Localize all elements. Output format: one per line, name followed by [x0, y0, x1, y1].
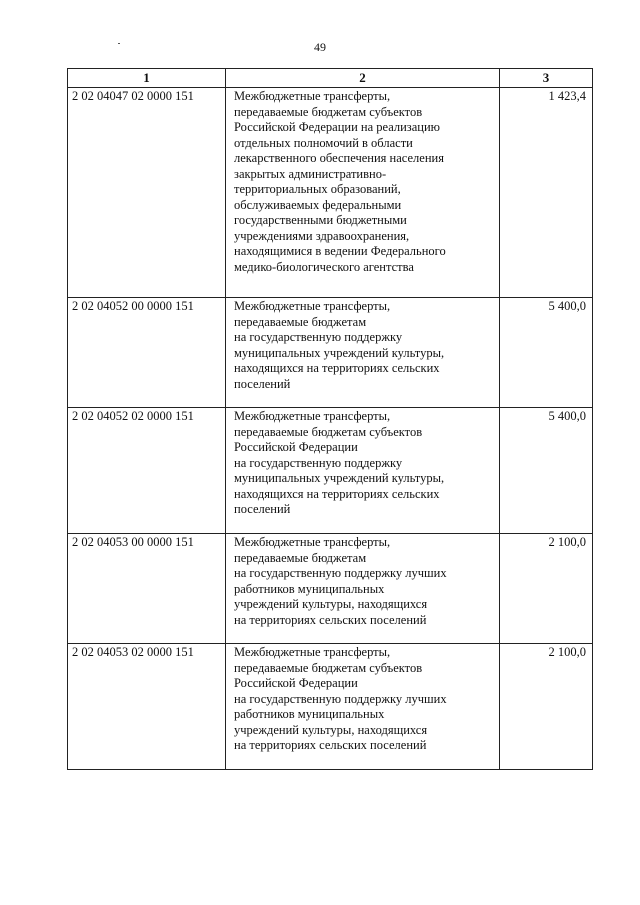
column-header-amount: 3	[500, 69, 593, 88]
budget-code: 2 02 04052 02 0000 151	[68, 408, 226, 534]
amount: 2 100,0	[500, 644, 593, 770]
budget-code: 2 02 04053 02 0000 151	[68, 644, 226, 770]
scan-speck	[118, 43, 120, 44]
table-row	[68, 534, 593, 644]
page-number: 49	[314, 40, 326, 54]
table-row	[68, 408, 593, 534]
transfer-description: Межбюджетные трансферты, передаваемые бюджетам субъектов Российской Федерации на государственную поддержку лучших работников муниципальных учреждений культуры, находящихся на территориях сельских поселений	[226, 644, 500, 770]
amount: 5 400,0	[500, 298, 593, 408]
budget-code: 2 02 04053 00 0000 151	[68, 534, 226, 644]
transfer-description: Межбюджетные трансферты, передаваемые бюджетам субъектов Российской Федерации на реализацию отдельных полномочий в области лекарственного обеспечения населения закрытых административно- территориальных образований, обслуживаемых федеральными государственными бюджетными учреждениями здравоохранения, находящимися в ведении Федерального медико-биологического агентства	[226, 88, 500, 298]
table-row	[68, 298, 593, 408]
table-header-row	[68, 69, 593, 88]
transfer-description: Межбюджетные трансферты, передаваемые бюджетам на государственную поддержку муниципальных учреждений культуры, находящихся на территориях сельских поселений	[226, 298, 500, 408]
amount: 1 423,4	[500, 88, 593, 298]
table-row	[68, 88, 593, 298]
budget-table	[67, 68, 593, 770]
transfer-description: Межбюджетные трансферты, передаваемые бюджетам субъектов Российской Федерации на государственную поддержку муниципальных учреждений культуры, находящихся на территориях сельских поселений	[226, 408, 500, 534]
budget-code: 2 02 04052 00 0000 151	[68, 298, 226, 408]
budget-code: 2 02 04047 02 0000 151	[68, 88, 226, 298]
column-header-description: 2	[226, 69, 500, 88]
table-row	[68, 644, 593, 770]
amount: 2 100,0	[500, 534, 593, 644]
transfer-description: Межбюджетные трансферты, передаваемые бюджетам на государственную поддержку лучших работников муниципальных учреждений культуры, находящихся на территориях сельских поселений	[226, 534, 500, 644]
amount: 5 400,0	[500, 408, 593, 534]
column-header-code: 1	[68, 69, 226, 88]
